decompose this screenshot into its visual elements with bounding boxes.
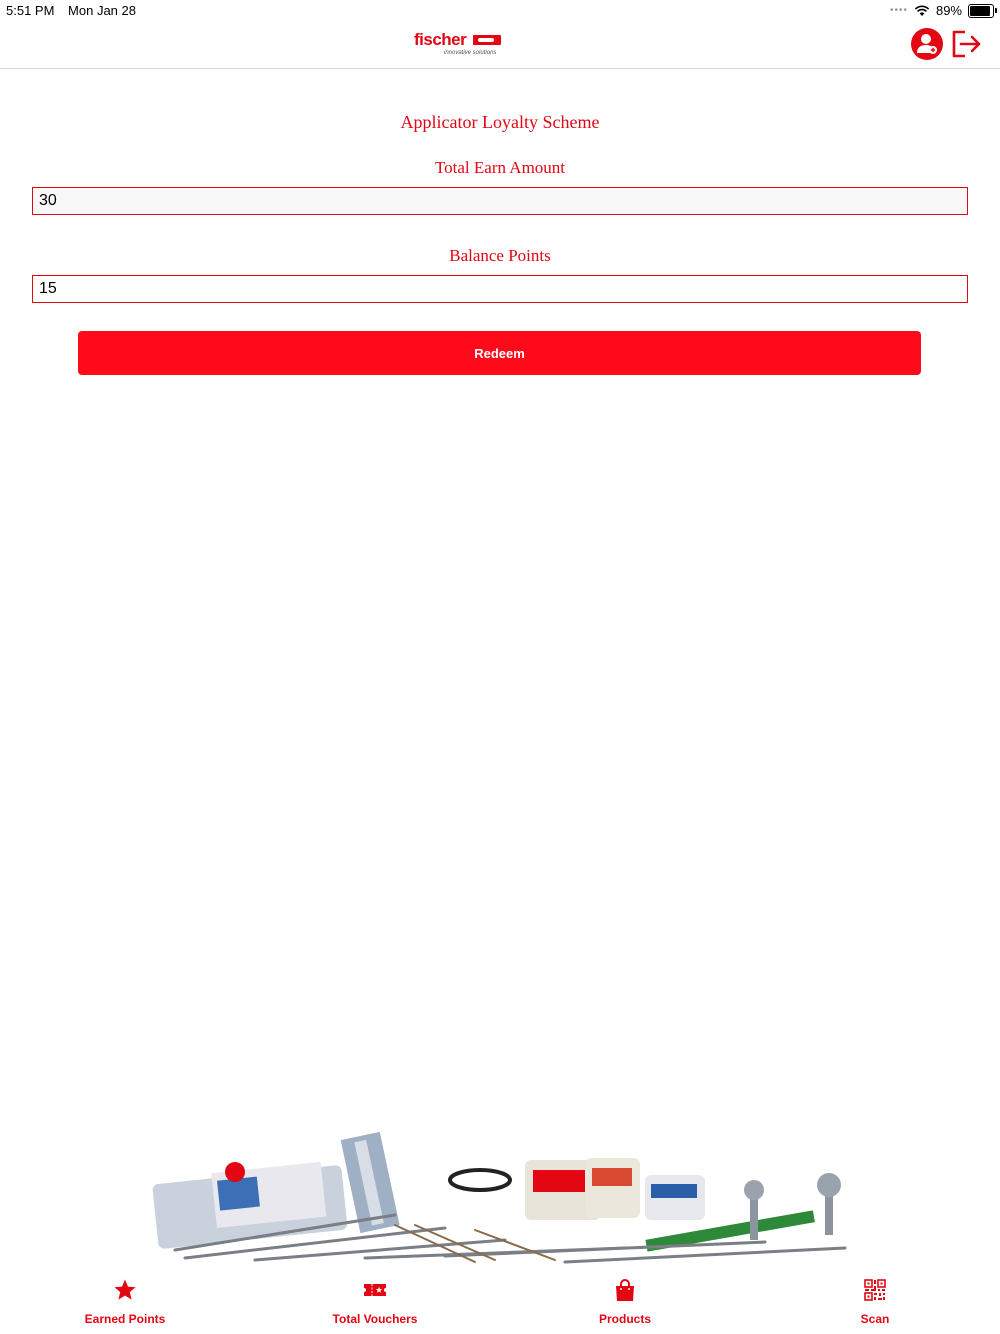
logo-plug-icon (473, 35, 501, 45)
balance-points-field[interactable] (32, 275, 968, 303)
logo-tagline: innovative solutions (444, 50, 497, 56)
tab-earned-points[interactable] (0, 1270, 250, 1334)
tab-label: Total Vouchers (332, 1312, 418, 1326)
status-left (6, 3, 146, 18)
total-earn-label: Total Earn Amount (434, 158, 566, 177)
status-time: 5:51 PM (6, 3, 55, 18)
qr-code-icon (863, 1278, 887, 1302)
wifi-icon (914, 5, 930, 17)
logo-wordmark: fischer (414, 30, 467, 49)
status-right (890, 3, 994, 18)
status-date: Mon Jan 28 (68, 3, 136, 18)
battery-fill (970, 6, 990, 16)
profile-button[interactable] (911, 28, 943, 60)
page-title: Applicator Loyalty Scheme (400, 112, 600, 132)
tab-bar (0, 1270, 1000, 1334)
status-bar (0, 0, 1000, 20)
fischer-logo (414, 30, 504, 58)
battery-icon (968, 4, 994, 18)
nav-bar (0, 20, 1000, 69)
add-user-icon (911, 28, 943, 60)
battery-percent: 89% (935, 3, 962, 18)
tab-products[interactable] (500, 1270, 750, 1334)
tab-label: Products (598, 1312, 651, 1326)
products-banner-image (145, 1130, 875, 1265)
signal-dots-icon: •••• (889, 5, 908, 16)
total-earn-field[interactable] (32, 187, 968, 215)
tab-scan[interactable] (750, 1270, 1000, 1334)
redeem-button[interactable]: Redeem (78, 331, 921, 375)
logout-icon (950, 28, 982, 60)
star-icon (113, 1278, 137, 1302)
balance-points-label: Balance Points (449, 246, 551, 265)
tab-label: Scan (860, 1312, 890, 1326)
tab-label: Earned Points (84, 1312, 166, 1326)
tab-total-vouchers[interactable] (250, 1270, 500, 1334)
logout-button[interactable] (950, 28, 982, 60)
ticket-icon (363, 1278, 387, 1302)
shopping-bag-icon (613, 1278, 637, 1302)
